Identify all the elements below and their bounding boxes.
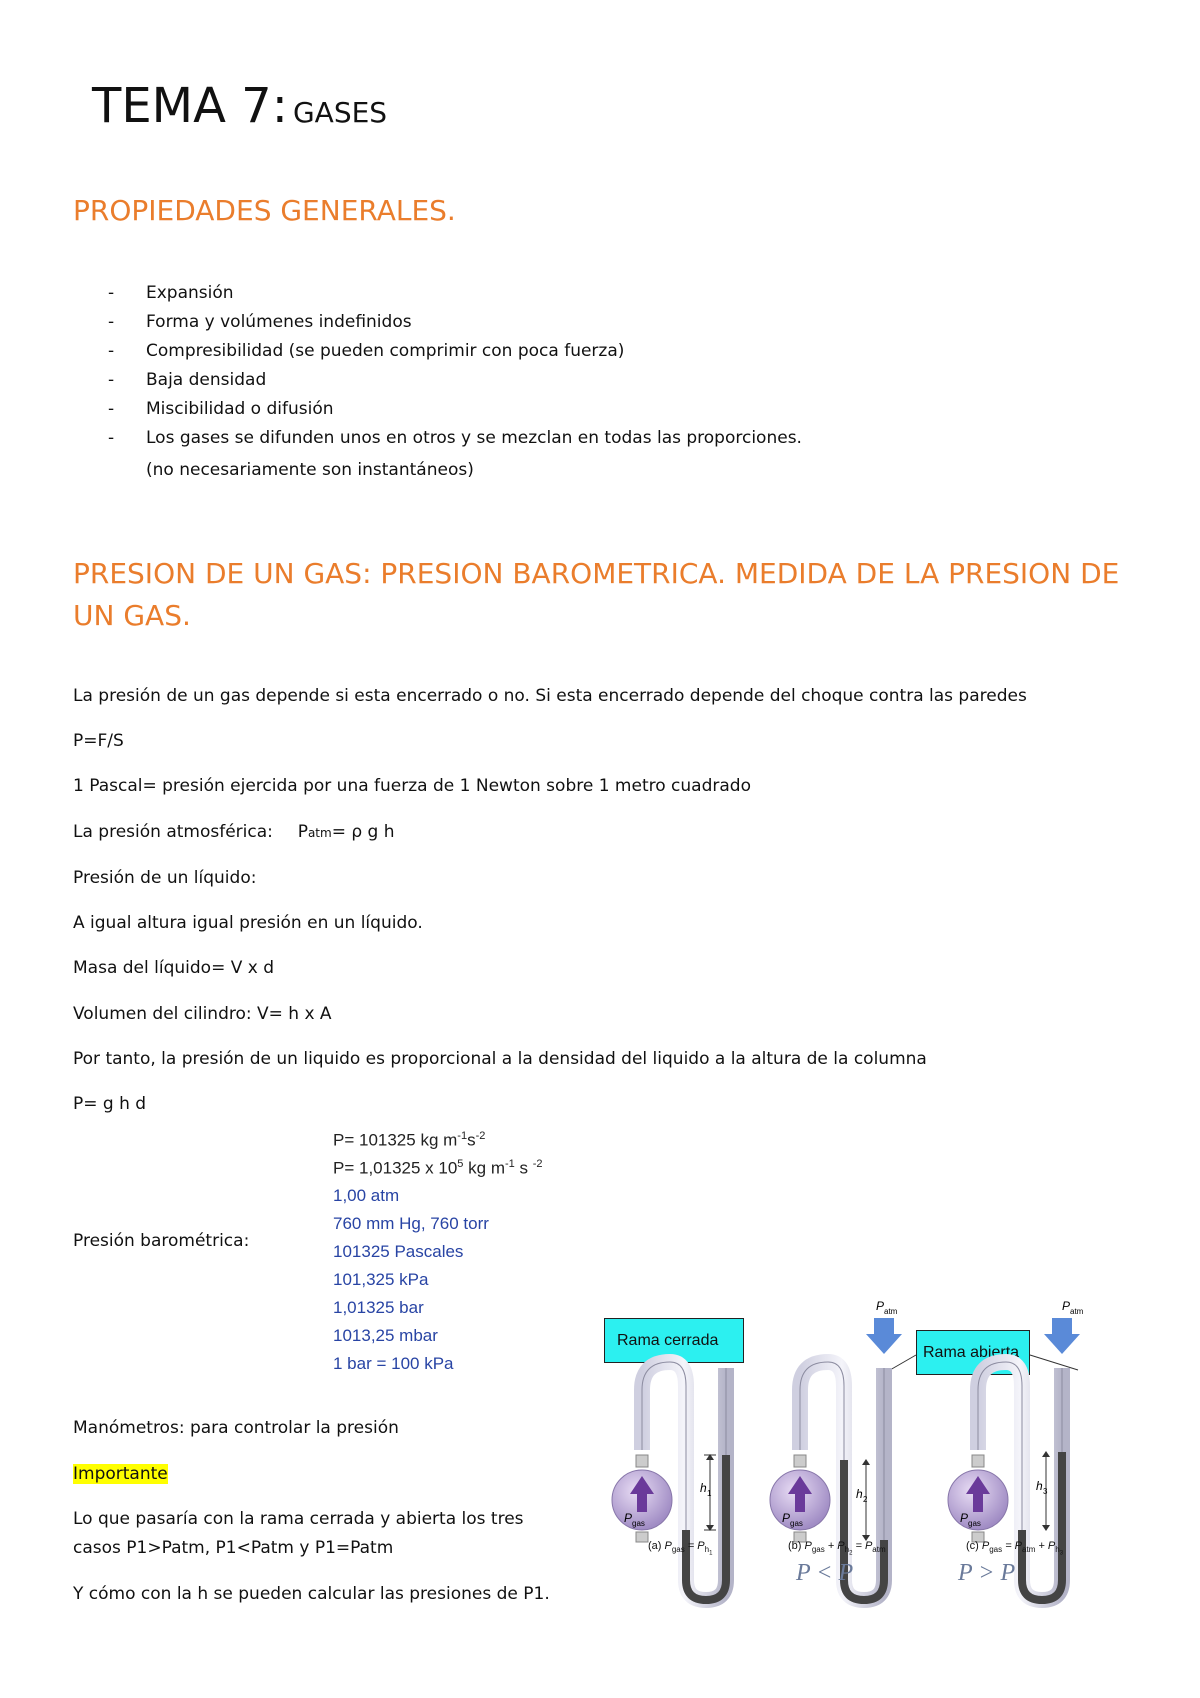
patm-formula: Patm= ρ g h [297, 822, 395, 842]
title-sub: GASES [292, 96, 388, 129]
important-note: Importante [73, 1464, 168, 1484]
svg-text:P: P [782, 1511, 791, 1525]
label-rama-abierta: Rama abierta [916, 1330, 1030, 1375]
svg-text:P: P [624, 1511, 633, 1525]
pressure-value: 1013,25 mbar [333, 1326, 438, 1345]
svg-text:gas: gas [968, 1519, 981, 1528]
svg-text:2: 2 [863, 1495, 868, 1504]
svg-text:h: h [700, 1481, 707, 1495]
barometric-label: Presión barométrica: [73, 1231, 250, 1251]
body-line: 1 Pascal= presión ejercida por una fuerza de 1 Newton sobre 1 metro cuadrado [73, 776, 751, 796]
bullet-note: (no necesariamente son instantáneos) [146, 460, 474, 480]
body-line: Volumen del cilindro: V= h x A [73, 1004, 332, 1024]
list-item: - Expansión [108, 283, 234, 303]
pressure-value: 1,00 atm [333, 1186, 400, 1205]
svg-text:h: h [856, 1487, 863, 1501]
body-line: Por tanto, la presión de un liquido es proporcional a la densidad del liquido a la altura de la columna [73, 1049, 927, 1069]
body-line: La presión de un gas depende si esta encerrado o no. Si esta encerrado depende del choque contra las paredes [73, 686, 1027, 706]
body-line: Manómetros: para controlar la presión [73, 1418, 399, 1438]
svg-text:h: h [1036, 1479, 1043, 1493]
handwritten-less: P < P [796, 1560, 854, 1586]
body-line: P=F/S [73, 731, 124, 751]
manometer-figure [600, 1290, 1120, 1610]
list-item: - Forma y volúmenes indefinidos [108, 312, 412, 332]
caption-b: (b) $P_{gas} + P_{h_2} = P_{atm}$ [788, 1540, 886, 1557]
pressure-value: P= 1,01325 x $10^5$ kg $m^{-1}$ s $^{-2}$ [333, 1158, 543, 1178]
pressure-value: 1,01325 bar [333, 1298, 424, 1317]
pressure-value: P= 101325 kg $m^{-1}s^{-2}$ [333, 1130, 486, 1150]
svg-text:3: 3 [1043, 1487, 1048, 1496]
body-line: A igual altura igual presión en un líquido. [73, 913, 423, 933]
list-item: - Miscibilidad o difusión [108, 399, 334, 419]
section2-heading: PRESION DE UN GAS: PRESION BAROMETRICA. MEDIDA DE LA PRESION DE UN GAS. [73, 557, 1120, 632]
list-item: - Los gases se difunden unos en otros y se mezclan en todas las proporciones. [108, 428, 802, 448]
svg-text:P: P [960, 1511, 969, 1525]
svg-text:atm: atm [1070, 1307, 1084, 1316]
pressure-value: 1 bar = 100 kPa [333, 1354, 454, 1373]
svg-text:gas: gas [632, 1519, 645, 1528]
pressure-value: 101,325 kPa [333, 1270, 429, 1289]
label-rama-cerrada: Rama cerrada [604, 1318, 744, 1363]
body-line: casos P1>Patm, P1<Patm y P1=Patm [73, 1538, 394, 1558]
body-line: P= g h d [73, 1094, 147, 1114]
properties-list [108, 283, 908, 457]
body-line: Masa del líquido= V x d [73, 958, 275, 978]
caption-c: (c) $P_{gas} = P_{atm} + P_{h_3}$ [966, 1540, 1064, 1557]
body-line: Lo que pasaría con la rama cerrada y abierta los tres [73, 1509, 524, 1529]
pressure-value: 101325 Pascales [333, 1242, 464, 1261]
page-title [92, 78, 387, 134]
section1-heading: PROPIEDADES GENERALES. [73, 194, 456, 227]
body-line: Y cómo con la h se pueden calcular las presiones de P1. [73, 1584, 550, 1604]
handwritten-greater: P > P [958, 1560, 1016, 1586]
list-item: - Compresibilidad (se pueden comprimir con poca fuerza) [108, 341, 625, 361]
svg-text:P: P [876, 1299, 885, 1313]
caption-a: (a) $P_{gas} = P_{h_1}$ [648, 1540, 713, 1557]
svg-text:gas: gas [790, 1519, 803, 1528]
manometer-a [612, 1362, 726, 1600]
pressure-value: 760 mm Hg, 760 torr [333, 1214, 489, 1233]
list-item: - Baja densidad [108, 370, 267, 390]
svg-text:1: 1 [707, 1489, 712, 1498]
svg-text:atm: atm [884, 1307, 898, 1316]
body-line: La presión atmosférica: Patm= ρ g h [73, 822, 395, 842]
body-line: Presión de un líquido: [73, 868, 257, 888]
title-main: TEMA 7: [92, 78, 288, 134]
svg-text:P: P [1062, 1299, 1071, 1313]
